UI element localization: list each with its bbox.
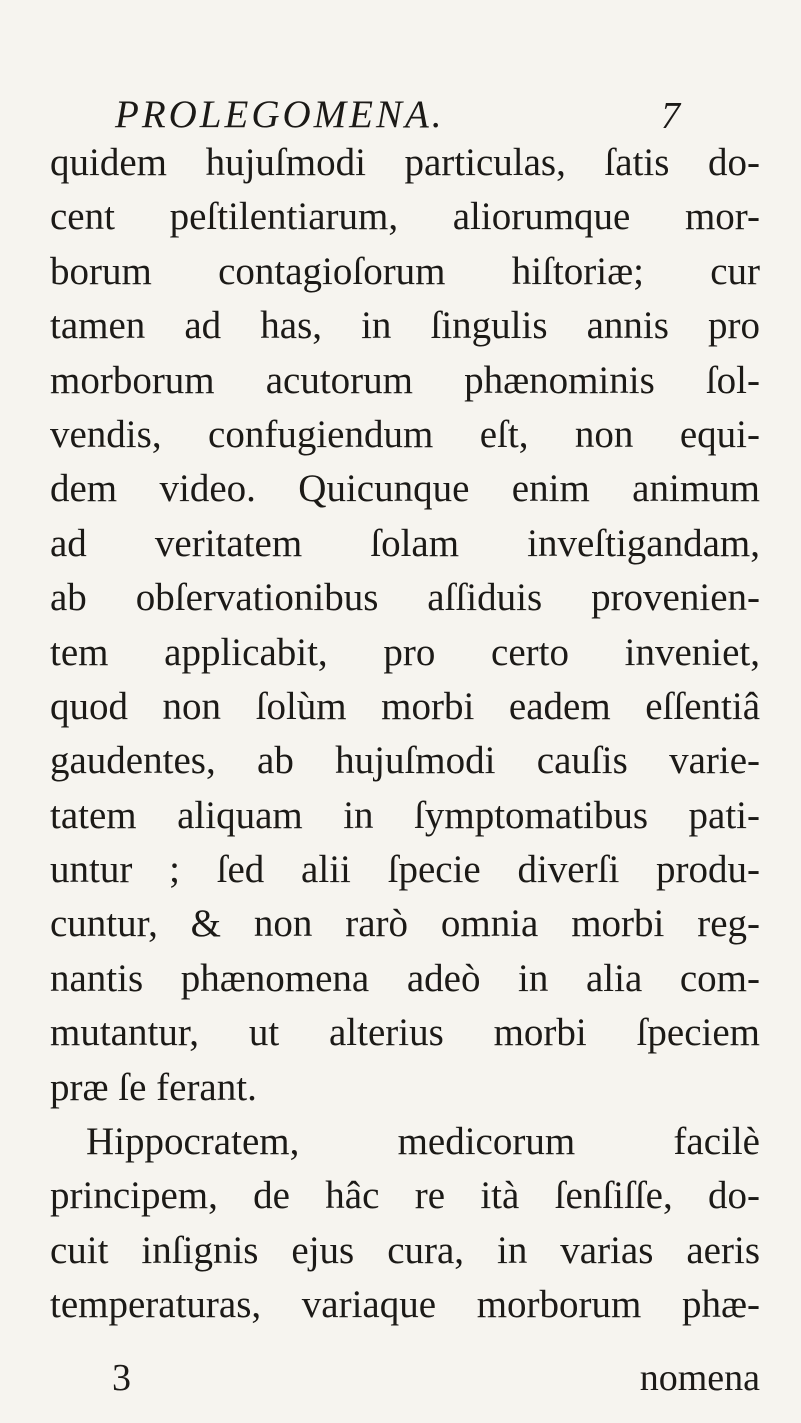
page-footer	[50, 1356, 760, 1408]
text-line: gaudentes, ab hujuſmodi cauſis varie-	[50, 739, 760, 783]
signature-mark: 3	[112, 1357, 131, 1399]
text-line: mutantur, ut alterius morbi ſpeciem	[50, 1011, 760, 1055]
text-line: cuit inſignis ejus cura, in varias aeris	[50, 1228, 760, 1272]
text-line: borum contagioſorum hiſtoriæ; cur	[50, 249, 760, 293]
text-line: ad veritatem ſolam inveſtigandam,	[50, 521, 760, 565]
text-line: nantis phænomena adeò in alia com-	[50, 956, 760, 1000]
text-line: dem video. Quicunque enim animum	[50, 467, 760, 511]
text-line: temperaturas, variaque morborum phæ-	[50, 1283, 760, 1327]
text-line: ab obſervationibus aſſiduis provenien-	[50, 576, 760, 620]
catchword: nomena	[639, 1357, 760, 1399]
text-line: tamen ad has, in ſingulis annis pro	[50, 304, 760, 348]
page-header	[115, 92, 680, 142]
text-line: morborum acutorum phænominis ſol-	[50, 358, 760, 402]
text-line: vendis, confugiendum eſt, non equi-	[50, 412, 760, 456]
text-line: cuntur, & non rarò omnia morbi reg-	[50, 902, 760, 946]
text-line: cent peſtilentiarum, aliorumque mor-	[50, 195, 760, 239]
text-line: principem, de hâc re ità ſenſiſſe, do-	[50, 1174, 760, 1218]
text-line: tatem aliquam in ſymptomatibus pati-	[50, 793, 760, 837]
text-line: tem applicabit, pro certo inveniet,	[50, 630, 760, 674]
page-number: 7	[661, 95, 680, 137]
body-text	[50, 136, 760, 1333]
text-line: untur ; ſed alii ſpecie diverſi produ-	[50, 848, 760, 892]
text-line: quidem hujuſmodi particulas, ſatis do-	[50, 141, 760, 184]
text-line: Hippocratem, medicorum facilè	[86, 1120, 760, 1164]
running-head: PROLEGOMENA.	[115, 93, 445, 136]
text-line: præ ſe ferant.	[50, 1065, 257, 1109]
text-line: quod non ſolùm morbi eadem eſſentiâ	[50, 684, 760, 728]
